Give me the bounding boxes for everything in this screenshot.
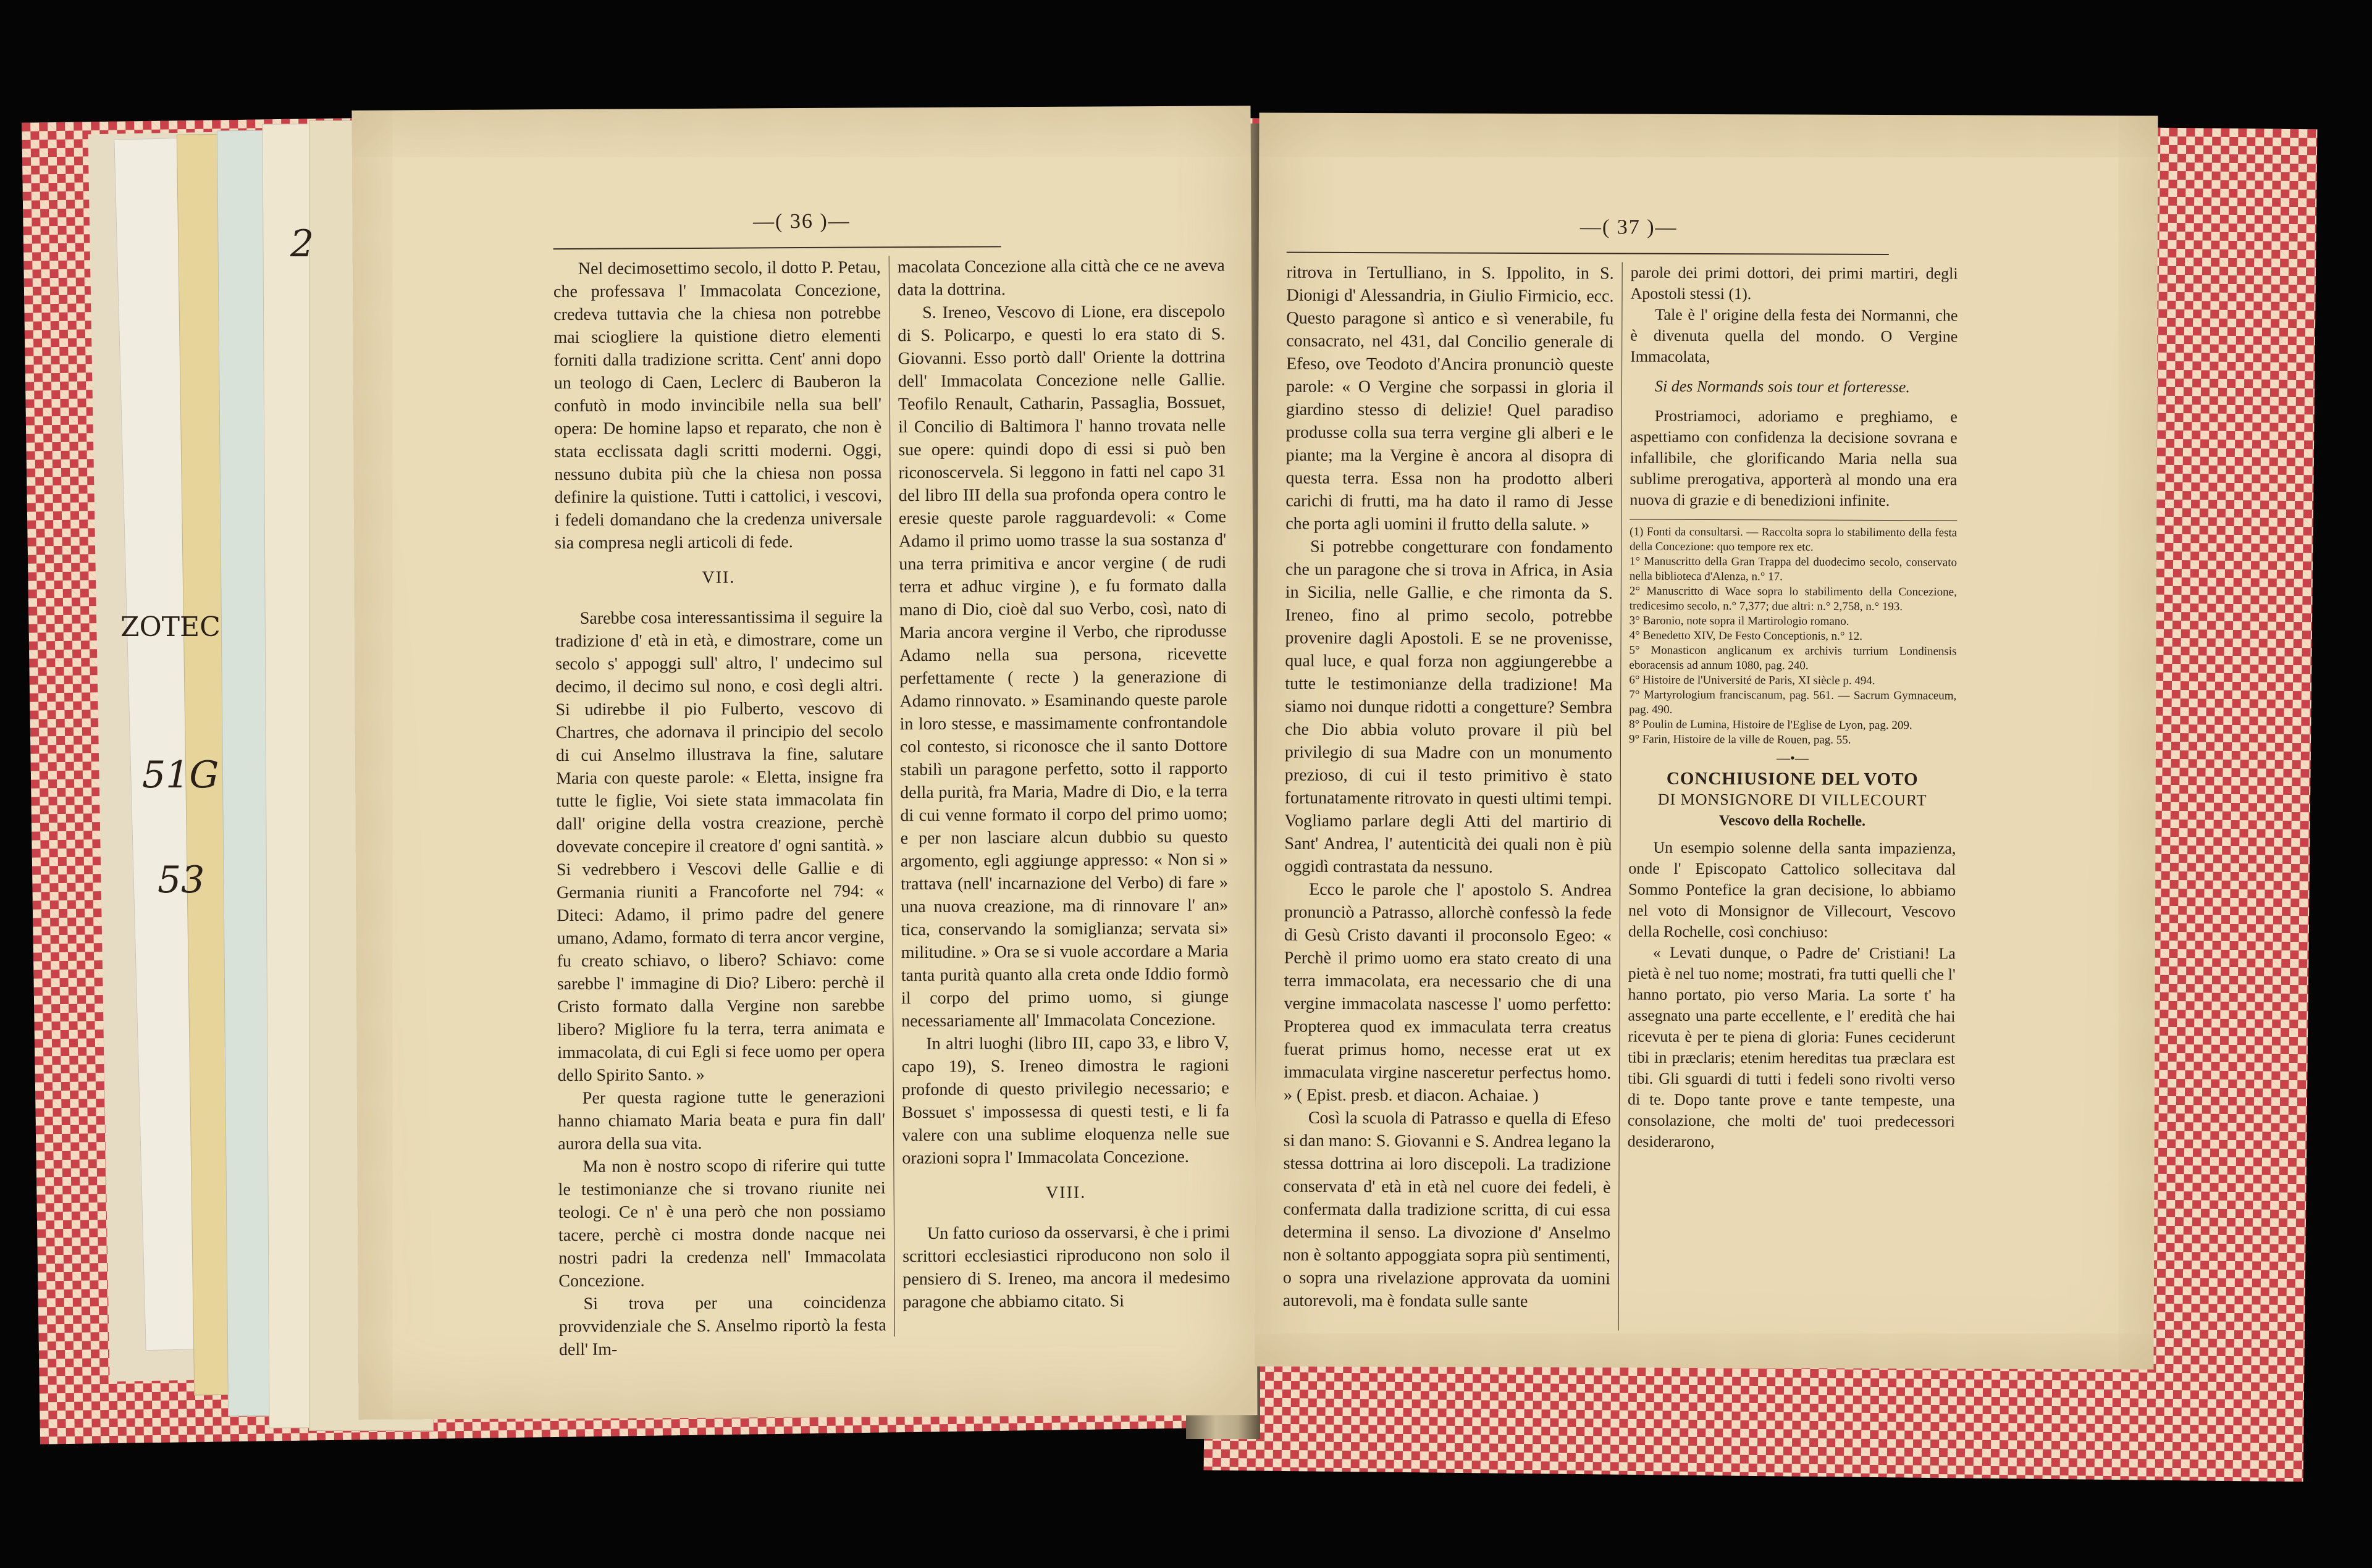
paragraph: Tale è l' origine della festa dei Normanni, che è divenuta quella del mondo. O Vergine Immacolata, <box>1630 305 1958 366</box>
header-rule <box>1287 252 1889 255</box>
paragraph: Si potrebbe congetturare con fondamento che un paragone che si trova in Africa, in Asia in Sicilia, nelle Gallie, e che rimonta da S. Ireneo, fino al primo secolo, potrebbe provenire dagli Apostoli. E se ne provenisse, qual luce, e qual forza non aggiungerebbe a tutte le testimonianze della tradizione! Ma siamo noi dunque ridotti a congetture? Sembra che Dio abbia voluto provare il più bel privilegio di sua Madre con un monumento prezioso, di cui il testo primitivo è stato fortunatamente ritrovato in questi ultimi tempi. Vogliamo parlare degli Atti del martirio di Sant' Andrea, l' autenticità dei quali non è più oggidì contrastata da nessuno. <box>1284 537 1613 877</box>
article-heading: CONCHIUSIONE DEL VOTO <box>1666 768 1919 790</box>
paragraph: ritrova in Tertulliano, in S. Ippolito, in S. Dionigi d' Alessandria, in Giulio Firmicio, ecc. Questo paragone sì antico e sì venerabile, fu consacrato, nel 431, dal Concilio generale di Efeso, ove Teodoto d'Ancira pronunciò queste parole: « O Vergine che sorpassi in gloria il giardino stesso di delizie! Quel paradiso produsse colla sua terra vergine gli alberi e le piante; ma la Vergine è ancora al disopra di questa terra. Essa non ha prodotto alberi carichi di frutti, ma ha dato il ramo di Jesse che porta agli uomini il frutto della salute. » <box>1285 262 1614 535</box>
header-rule <box>553 246 1001 249</box>
margin-scrawl: 53 <box>158 858 205 902</box>
page-36 <box>351 106 1257 1420</box>
column-divider <box>1618 262 1623 1331</box>
text-column-2 <box>1628 262 1958 1154</box>
margin-scrawl: ZOTEC <box>120 611 221 643</box>
paragraph: « Levati dunque, o Padre de' Cristiani! La pietà è nel tuo nome; mostrati, fra tutti quelli che l' hanno portato, pio verso Maria. La sorte t' ha assegnato una parte eccellente, e l' eredità che hai ricevuta è per te piena di gloria: Funes ceciderunt tibi in præclaris; etenim hereditas tua præclara est tibi. Gli sguardi di tutti i fedeli sono rivolti verso di te. Dopo tante prove e tante tempeste, una consolazione, che molti de' tuoi predecessori desiderarono, <box>1627 943 1956 1151</box>
page-37 <box>1255 112 2158 1369</box>
margin-scrawl: 51G <box>142 753 219 797</box>
paragraph: Un esempio solenne della santa impazienza, onde l' Episcopato Cattolico sollecitava dal Sommo Pontefice la gran decisione, lo abbiamo nel voto di Monsignor de Villecourt, Vescovo della Rochelle, così conchiuso: <box>1628 838 1956 941</box>
paragraph: S. Ireneo, Vescovo di Lione, era discepolo di S. Policarpo, e questi lo era stato di S. Giovanni. Esso portò dall' Oriente la dottrina dell' Immacolata Concezione nelle Gallie. Teofilo Renault, Catharin, Passaglia, Bossuet, il Concilio di Baltimora l' hanno trovata nelle sue opere: quindi dopo di essi si può ben riconoscervela. Si leggono in fatti nel capo 31 del libro III della sua profonda opera contro le eresie queste parole ragguardevoli: « Come Adamo il primo uomo trasse la sua sostanza d' una terra primitiva e ancor vergine ( de rudi terra et adhuc virgine ), e fu formato dalla mano di Dio, cioè dal suo Verbo, così, nato di Maria ancora vergine il Verbo, che riprodusse Adamo nella sua persona, ricevette perfettamente ( recte ) la generazione di Adamo rinnovato. » Esaminando queste parole in loro stesse, e massimamente confrontandole col contesto, si riconosce che il santo Dottore stabilì un paragone perfetto, sotto il rapporto della purità, fra Maria, Madre di Dio, e la terra di cui venne formato il corpo del primo uomo; e per non lasciare alcun dubbio su questo argomento, egli aggiunge appresso: « Non si » trattava (nell' incarnazione del Verbo) di fare » una nuova creazione, ma di rinnovare l' an» tica, conservando la somiglianza; servata si» militudine. » Ora se si vuole accordare a Maria tanta purità quanto alla creta onde Iddio formò il corpo del primo uomo, si giunge necessariamente all' Immacolata Concezione. <box>898 301 1229 1031</box>
article-byline: Vescovo della Rochelle. <box>1718 813 1866 829</box>
ornament-divider: —•— <box>1777 750 1809 766</box>
footnote: 3° Baronio, note sopra il Martirologio romano. <box>1629 614 1849 628</box>
paragraph: Un fatto curioso da osservarsi, è che i primi scrittori ecclesiastici riproducono non solo il pensiero di S. Ireneo, ma ancora il medesimo paragone che abbiamo citato. Si <box>902 1222 1230 1312</box>
footnote: 1° Manuscritto della Gran Trappa del duodecimo secolo, conservato nella biblioteca d'Alenza, n.° 17. <box>1629 555 1958 584</box>
footnote: 6° Histoire de l'Université de Paris, XI siècle p. 494. <box>1629 673 1875 687</box>
footnote: 7° Martyrologium franciscanum, pag. 561. — Sacrum Gymnaceum, pag. 490. <box>1629 688 1957 716</box>
section-heading: VIII. <box>1045 1183 1087 1202</box>
footnote: 5° Monasticon anglicanum ex archivis turrium Londinensis eboracensis ad annum 1080, pag. 240. <box>1629 644 1957 673</box>
paragraph: macolata Concezione alla città che ce ne aveva data la dottrina. <box>897 256 1225 300</box>
footnote: 4° Benedetto XIV, De Festo Conceptionis, n.° 12. <box>1629 629 1863 643</box>
column-divider <box>889 256 895 1336</box>
verse-line: Si des Normands sois tour et forteresse. <box>1654 377 1910 396</box>
paragraph: Sarebbe cosa interessantissima il seguire la tradizione d' età in età, e dimostrare, come un secolo s' appoggi sull' altro, l' undecimo sul decimo, il decimo sul nono, e così degli altri. Si udirebbe il pio Fulberto, vescovo di Chartres, che adornava il principio del secolo di cui Anselmo illustrava la fine, salutare Maria con queste parole: « Eletta, insigne fra tutte le figlie, Voi siete stata immacolata fin dall' origine della vostra creazione, perchè dovevate concepire il creatore d' ogni santità. » Si vedrebbero i Vescovi delle Gallie e di Germania riuniti a Francoforte nel 794: « Diteci: Adamo, il primo padre del genere umano, Adamo, formato di terra ancor vergine, fu creato schiavo, o libero? Schiavo: come sarebbe l' immagine di Dio? Libero: perchè il Cristo formato dalla Vergine non sarebbe libero? Migliore fu la terra, terra animata e immacolata, di cui Egli si fece uomo per opera dello Spirito Santo. » <box>555 607 885 1086</box>
paragraph: In altri luoghi (libro III, capo 33, e libro V, capo 19), S. Ireneo dimostra le ragioni profonde di questo privilegio necessario; e Bossuet s' impossessa di questi testi, e li fa valere con una sublime eloquenza nelle sue orazioni sopra l' Immacolata Concezione. <box>901 1033 1230 1168</box>
section-heading: VII. <box>702 568 736 587</box>
paragraph: Per questa ragione tutte le generazioni hanno chiamato Maria beata e pura fin dall' aurora della sua vita. <box>557 1087 886 1154</box>
article-subheading: DI MONSIGNORE DI VILLECOURT <box>1657 790 1927 810</box>
paragraph: Nel decimosettimo secolo, il dotto P. Petau, che professava l' Immacolata Concezione, credeva tuttavia che la chiesa non potrebbe mai sciogliere la quistione dietro elementi forniti dalla tradizione scritta. Cent' anni dopo un teologo di Caen, Leclerc di Bauberon la confutò in modo invincibile nella sua bell' opera: De homine lapso et reparato, che non è stata ecclissata dagli scritti moderni. Oggi, nessuno dubita più che la chiesa non possa definire la quistione. Tutti i cattolici, i vescovi, i fedeli domandano che la credenza universale sia compresa negli articoli di fede. <box>553 258 883 553</box>
text-column-2 <box>898 254 1230 1314</box>
margin-scrawl: 2 <box>290 222 314 266</box>
paragraph: Prostriamoci, adoriamo e preghiamo, e aspettiamo con confidenza la decisione sovrana e infallibile, che glorificando Maria nella sua sublime prerogativa, apporterà al mondo una era nuova di grazie e di benedizioni infinite. <box>1630 406 1958 510</box>
paragraph: Così la scuola di Patrasso e quella di Efeso si dan mano: S. Giovanni e S. Andrea legano la stessa dottrina ai loro discepoli. La tradizione conservata d' età in età nel cuore dei fedeli, è confermata dalla tradizione scritta, di cui essa determina il senso. La divozione d' Anselmo non è soltanto appoggiata sopra più sentimenti, o sopra una rivelazione approvata da uomini autorevoli, ma è fondata sulle sante <box>1282 1108 1611 1311</box>
footnote: 2° Manuscritto di Wace sopra lo stabilimento della Concezione, tredicesimo secolo, n.° 7,377; due altri: n.° 2,758, n.° 193. <box>1629 584 1957 614</box>
paragraph: parole dei primi dottori, dei primi martiri, degli Apostoli stessi (1). <box>1630 263 1958 303</box>
footnote: (1) Fonti da consultarsi. — Raccolta sopra lo stabilimento della festa della Concezione: quo tempore rex etc. <box>1630 525 1958 554</box>
paragraph: Ecco le parole che l' apostolo S. Andrea pronunciò a Patrasso, allorchè confessò la fede di Gesù Cristo davanti il proconsolo Egeo: « Perchè il primo uomo era stato creato di una terra immacolata, era necessario che di una vergine immacolata nascesse l' uomo perfetto: Propterea quod ex immaculata terra creatus fuerat primus homo, necesse erat ut ex immaculata virgine nasceretur perfectus homo. » ( Epist. presb. et diacon. Achaiae. ) <box>1283 879 1612 1106</box>
text-column-1 <box>1283 261 1614 1314</box>
footnotes <box>1629 519 1957 748</box>
footnote: 9° Farin, Histoire de la ville de Rouen, pag. 55. <box>1628 732 1851 747</box>
paragraph: Si trova per una coincidenza provvidenziale che S. Anselmo riportò la festa dell' Im- <box>558 1293 886 1360</box>
footnote: 8° Poulin de Lumina, Histoire de l'Eglise de Lyon, pag. 209. <box>1629 718 1912 732</box>
text-column-1 <box>553 256 886 1361</box>
page-number: —( 36 )— <box>752 209 851 233</box>
page-number: —( 37 )— <box>1579 216 1678 239</box>
paragraph: Ma non è nostro scopo di riferire qui tutte le testimonianze che si trovano riunite nei teologi. Ce n' è una però che non possiamo tacere, perchè ci mostra donde nacque nei nostri padri la credenza nell' Immacolata Concezione. <box>558 1155 886 1291</box>
